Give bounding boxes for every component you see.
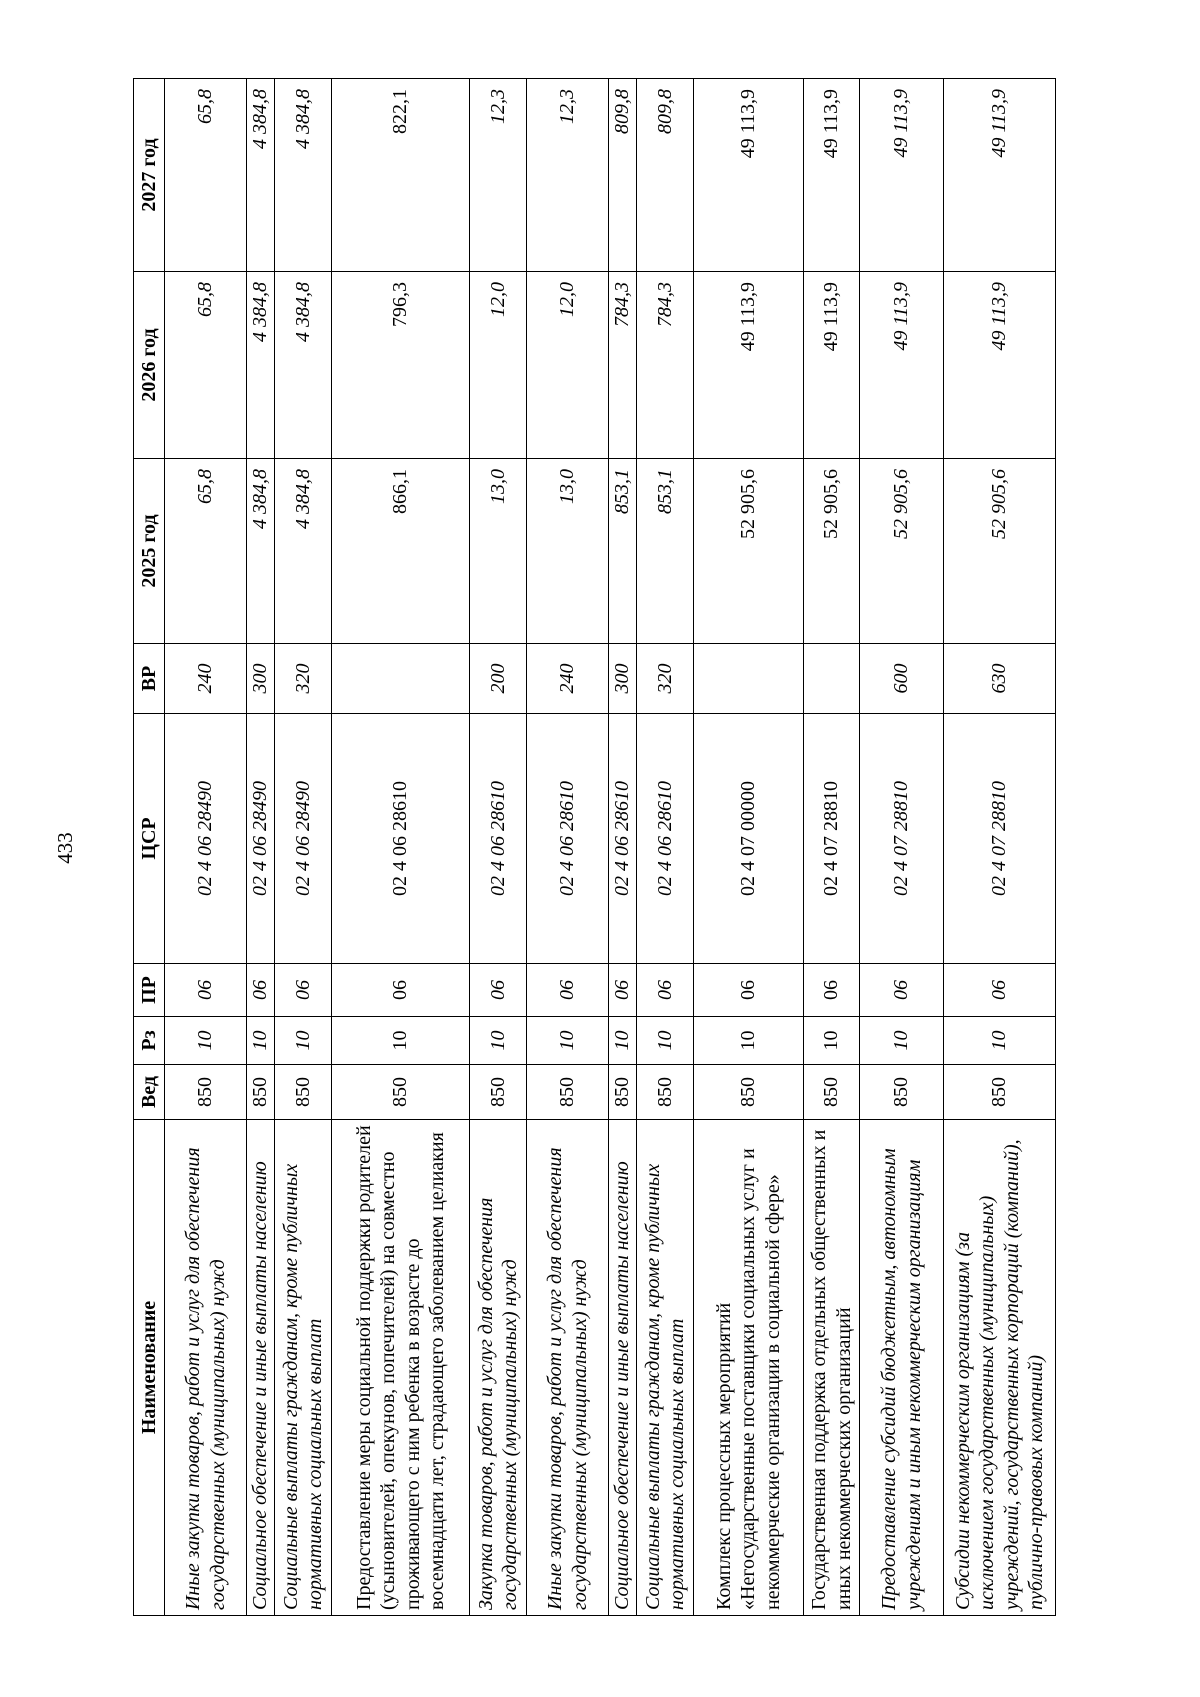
- table-row: [637, 79, 694, 1616]
- cell-csr: 02 4 07 28810: [804, 714, 860, 964]
- cell-vr: 240: [165, 644, 247, 714]
- cell-2026: 65,8: [165, 272, 247, 459]
- cell-2027: 49 113,9: [944, 79, 1056, 272]
- table-row: [694, 79, 804, 1616]
- cell-csr: 02 4 06 28610: [470, 714, 527, 964]
- cell-name: Субсидии некоммерческим организациям (за исключением государственных (муниципальных) учреждений, государственных корпораций (компаний), публично-правовых компаний): [944, 1120, 1056, 1616]
- cell-2026: 12,0: [470, 272, 527, 459]
- cell-2025: 52 905,6: [944, 459, 1056, 644]
- cell-2026: 49 113,9: [860, 272, 944, 459]
- table-row: [165, 79, 247, 1616]
- cell-vr: 300: [247, 644, 275, 714]
- cell-2027: 822,1: [332, 79, 470, 272]
- cell-name: Социальное обеспечение и иные выплаты населению: [247, 1120, 275, 1616]
- cell-name: Иные закупки товаров, работ и услуг для обеспечения государственных (муниципальных) нужд: [527, 1120, 609, 1616]
- cell-name: Иные закупки товаров, работ и услуг для обеспечения государственных (муниципальных) нужд: [165, 1120, 247, 1616]
- cell-2027: 49 113,9: [860, 79, 944, 272]
- cell-2027: 49 113,9: [694, 79, 804, 272]
- header-name: Наименование: [134, 1120, 165, 1616]
- cell-2027: 4 384,8: [247, 79, 275, 272]
- cell-ved: 850: [944, 1065, 1056, 1120]
- cell-2025: 13,0: [527, 459, 609, 644]
- cell-csr: 02 4 06 28610: [527, 714, 609, 964]
- cell-rz: 10: [332, 1017, 470, 1065]
- cell-rz: 10: [275, 1017, 332, 1065]
- cell-vr: 630: [944, 644, 1056, 714]
- cell-ved: 850: [804, 1065, 860, 1120]
- cell-name: Предоставление субсидий бюджетным, автономным учреждениям и иным некоммерческим организациям: [860, 1120, 944, 1616]
- cell-2025: 866,1: [332, 459, 470, 644]
- cell-2026: 49 113,9: [944, 272, 1056, 459]
- cell-name: Предоставление меры социальной поддержки родителей (усыновителей, опекунов, попечителей) на совместно проживающего с ним ребенка в возрасте до восемнадцати лет, страдающего заболеванием целиакия: [332, 1120, 470, 1616]
- cell-2027: 4 384,8: [275, 79, 332, 272]
- cell-name: Социальные выплаты гражданам, кроме публичных нормативных социальных выплат: [637, 1120, 694, 1616]
- cell-pr: 06: [470, 964, 527, 1017]
- cell-csr: 02 4 06 28610: [609, 714, 637, 964]
- cell-name: Закупка товаров, работ и услуг для обеспечения государственных (муниципальных) нужд: [470, 1120, 527, 1616]
- header-pr: ПР: [134, 964, 165, 1017]
- cell-2026: 12,0: [527, 272, 609, 459]
- header-rz: Рз: [134, 1017, 165, 1065]
- cell-rz: 10: [804, 1017, 860, 1065]
- cell-2027: 12,3: [527, 79, 609, 272]
- budget-table-container: [133, 79, 1072, 1616]
- cell-2027: 49 113,9: [804, 79, 860, 272]
- cell-rz: 10: [694, 1017, 804, 1065]
- header-ved: Вед: [134, 1065, 165, 1120]
- cell-csr: 02 4 06 28490: [275, 714, 332, 964]
- cell-ved: 850: [609, 1065, 637, 1120]
- cell-pr: 06: [694, 964, 804, 1017]
- cell-name: Социальное обеспечение и иные выплаты населению: [609, 1120, 637, 1616]
- cell-rz: 10: [470, 1017, 527, 1065]
- cell-ved: 850: [694, 1065, 804, 1120]
- cell-vr: 200: [470, 644, 527, 714]
- cell-2025: 853,1: [609, 459, 637, 644]
- cell-vr: [694, 644, 804, 714]
- cell-ved: 850: [247, 1065, 275, 1120]
- cell-2025: 13,0: [470, 459, 527, 644]
- cell-rz: 10: [609, 1017, 637, 1065]
- table-row: [275, 79, 332, 1616]
- page-number: 433: [53, 832, 77, 864]
- header-2026: 2026 год: [134, 272, 165, 459]
- cell-csr: 02 4 06 28610: [637, 714, 694, 964]
- header-2027: 2027 год: [134, 79, 165, 272]
- cell-2026: 796,3: [332, 272, 470, 459]
- cell-2026: 49 113,9: [694, 272, 804, 459]
- cell-pr: 06: [275, 964, 332, 1017]
- cell-2026: 4 384,8: [247, 272, 275, 459]
- cell-pr: 06: [804, 964, 860, 1017]
- cell-2026: 784,3: [637, 272, 694, 459]
- cell-pr: 06: [860, 964, 944, 1017]
- table-row: [470, 79, 527, 1616]
- table-row: [804, 79, 860, 1616]
- cell-pr: 06: [944, 964, 1056, 1017]
- cell-vr: 320: [637, 644, 694, 714]
- cell-vr: [332, 644, 470, 714]
- cell-vr: 320: [275, 644, 332, 714]
- header-row: [134, 79, 165, 1616]
- cell-csr: 02 4 06 28490: [247, 714, 275, 964]
- cell-rz: 10: [860, 1017, 944, 1065]
- cell-2025: 853,1: [637, 459, 694, 644]
- cell-vr: 300: [609, 644, 637, 714]
- cell-rz: 10: [165, 1017, 247, 1065]
- cell-2025: 4 384,8: [247, 459, 275, 644]
- cell-pr: 06: [332, 964, 470, 1017]
- cell-2026: 4 384,8: [275, 272, 332, 459]
- cell-2025: 52 905,6: [860, 459, 944, 644]
- cell-pr: 06: [609, 964, 637, 1017]
- cell-2025: 52 905,6: [804, 459, 860, 644]
- table-row: [944, 79, 1056, 1616]
- cell-2027: 12,3: [470, 79, 527, 272]
- table-row: [247, 79, 275, 1616]
- cell-csr: 02 4 06 28610: [332, 714, 470, 964]
- cell-2026: 49 113,9: [804, 272, 860, 459]
- cell-2025: 65,8: [165, 459, 247, 644]
- cell-2026: 784,3: [609, 272, 637, 459]
- table-row: [609, 79, 637, 1616]
- cell-ved: 850: [637, 1065, 694, 1120]
- cell-pr: 06: [527, 964, 609, 1017]
- cell-2025: 52 905,6: [694, 459, 804, 644]
- header-csr: ЦСР: [134, 714, 165, 964]
- cell-ved: 850: [470, 1065, 527, 1120]
- header-2025: 2025 год: [134, 459, 165, 644]
- table-header: [134, 79, 165, 1616]
- cell-vr: 240: [527, 644, 609, 714]
- cell-csr: 02 4 07 28810: [860, 714, 944, 964]
- cell-name: Комплекс процессных мероприятий «Негосударственные поставщики социальных услуг и некоммерческие организации в социальной сфере»: [694, 1120, 804, 1616]
- cell-name: Государственная поддержка отдельных общественных и иных некоммерческих организаций: [804, 1120, 860, 1616]
- cell-rz: 10: [247, 1017, 275, 1065]
- cell-vr: 600: [860, 644, 944, 714]
- cell-pr: 06: [637, 964, 694, 1017]
- cell-rz: 10: [527, 1017, 609, 1065]
- table-row: [860, 79, 944, 1616]
- cell-name: Социальные выплаты гражданам, кроме публичных нормативных социальных выплат: [275, 1120, 332, 1616]
- cell-ved: 850: [332, 1065, 470, 1120]
- header-vr: ВР: [134, 644, 165, 714]
- cell-csr: 02 4 06 28490: [165, 714, 247, 964]
- cell-2027: 65,8: [165, 79, 247, 272]
- table-body: [165, 79, 1056, 1616]
- cell-2025: 4 384,8: [275, 459, 332, 644]
- cell-ved: 850: [165, 1065, 247, 1120]
- cell-pr: 06: [165, 964, 247, 1017]
- cell-ved: 850: [860, 1065, 944, 1120]
- cell-2027: 809,8: [609, 79, 637, 272]
- cell-csr: 02 4 07 00000: [694, 714, 804, 964]
- cell-csr: 02 4 07 28810: [944, 714, 1056, 964]
- cell-rz: 10: [944, 1017, 1056, 1065]
- cell-ved: 850: [527, 1065, 609, 1120]
- table-row: [332, 79, 470, 1616]
- cell-2027: 809,8: [637, 79, 694, 272]
- cell-rz: 10: [637, 1017, 694, 1065]
- cell-pr: 06: [247, 964, 275, 1017]
- cell-vr: [804, 644, 860, 714]
- budget-table: [133, 78, 1056, 1616]
- table-row: [527, 79, 609, 1616]
- cell-ved: 850: [275, 1065, 332, 1120]
